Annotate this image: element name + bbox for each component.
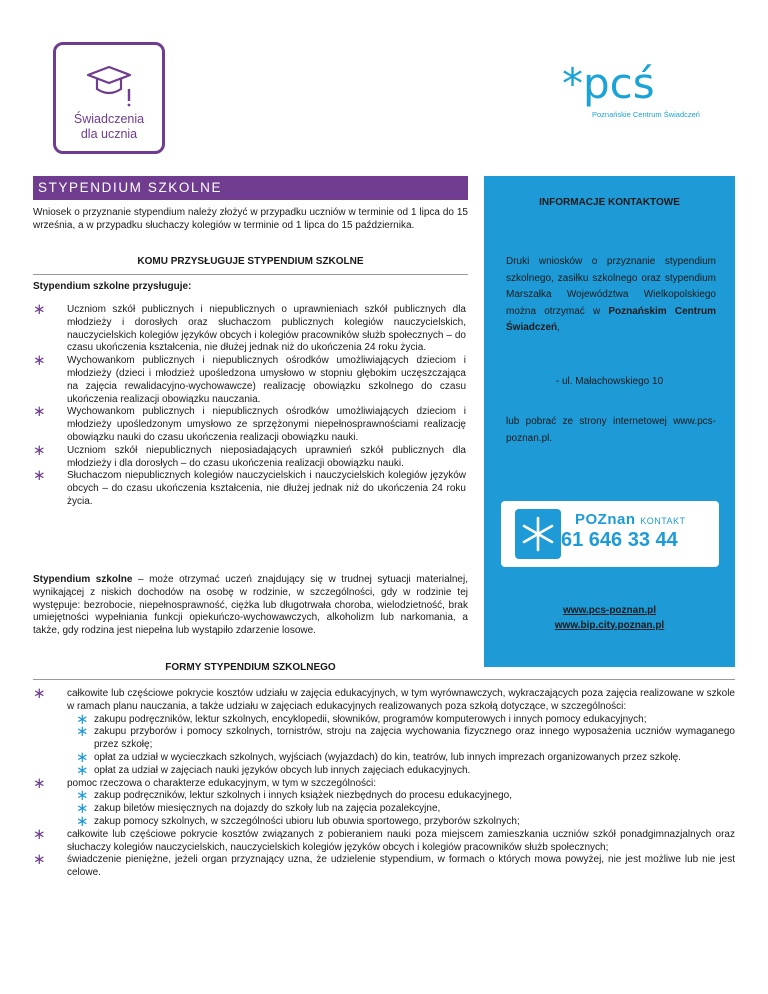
forms-list [33,688,735,880]
contact-address: - ul. Małachowskiego 10 [555,376,664,387]
kontakt-brand-text: POZnan [575,511,636,528]
section1-heading: KOMU PRZYSŁUGUJE STYPENDIUM SZKOLNE [137,256,364,267]
kontakt-phone-number: 61 646 33 44 [561,529,678,551]
contact-body-end: , [557,322,560,334]
divider [33,274,468,275]
list-item: ∗ Wychowankom publicznych i niepublicznych ośrodków umożliwiających dzieciom i młodzieży (dzieci i młodzież upośledzona umysłowo w stopniu głębokim uczęszczająca na zajęcia rewalidacyjno-wychowawcze) realizację obowiązku szkolnego do czasu ukończenia realizacji obowiązku nauczania. [33,355,466,406]
page-title: STYPENDIUM SZKOLNE [33,176,468,200]
contact-body [506,254,716,337]
contact-links [484,604,735,633]
list-item-text: całkowite lub częściowe pokrycie kosztów udziału w zajęcia edukacyjnych, w tym wyrównawczych, wykraczających poza zajęcia realizowane w szkole w ramach planu nauczania, a także udziału w zajęciach edukacyjnych realizowanych poza szkołą dotyczące, w szczególności: [67,688,735,712]
divider [33,679,735,680]
kontakt-brand [575,511,686,528]
graduation-cap-icon [84,61,134,107]
logo-text: *pcś [562,59,655,108]
kontakt-word: KONTAKT [640,516,686,526]
sub-list-item: ∗ zakup biletów miesięcznych na dojazdy do szkoły lub na zajęcia pozalekcyjne, [67,803,735,816]
section1-subheading: Stypendium szkolne przysługuje: [33,281,192,292]
link-bip[interactable]: www.bip.city.poznan.pl [554,619,665,631]
sub-list-item: ∗ zakupu podręczników, lektur szkolnych, encyklopedii, słowników, programów komputerowych i innych pomocy edukacyjnych; [67,714,735,727]
sub-list-item: ∗ zakupu przyborów i pomocy szkolnych, tornistrów, stroju na zajęcia wychowania fizycznego oraz innego wyposażenia uczniów wymaganego przez szkołę; [67,726,735,752]
list-item: ∗ Uczniom szkół publicznych i niepublicznych o uprawnieniach szkół publicznych dla młodzieży i dorosłych oraz słuchaczom publicznych kolegiów nauczycielskich, nauczycielskich kolegiów języków obcych i kolegiów pracowników służb społecznych – do czasu ukończenia kształcenia, nie dłużej jednak niż do ukończenia 24 roku życia. [33,304,466,355]
contact-body-bold: Poznańskim Centrum Świadczeń [506,305,716,334]
contact-download: lub pobrać ze strony internetowej www.pcs-poznan.pl. [506,416,716,444]
list-item: ∗ świadczenie pieniężne, jeżeli organ przyznający uzna, że udzielenie stypendium, w formach o których mowa powyżej, nie jest możliwe lub nie jest celowe. [33,854,735,880]
contact-body-text: Druki wniosków o przyznanie stypendium szkolnego, zasiłku szkolnego oraz stypendium Marszałka Województwa Wielkopolskiego można otrzymać w [506,256,716,317]
eligibility-list [33,304,466,509]
sub-list-item: ∗ zakup pomocy szkolnych, w szczególności ubioru lub obuwia sportowego, przyborów szkolnych; [67,816,735,829]
paragraph-bold-term: Stypendium szkolne [33,574,133,585]
list-item: ∗ Uczniom szkół niepublicznych nieposiadających uprawnień szkół publicznych dla młodzieży i dla dorosłych – do czasu ukończenia realizacji obowiązku nauki. [33,445,466,471]
logo-subtitle: Poznańskie Centrum Świadczeń [592,110,700,119]
list-item [33,778,735,829]
sub-list [67,790,735,828]
sub-list-item: ∗ opłat za udział w wycieczkach szkolnych, wyjściach (wyjazdach) do kin, teatrów, lub innych imprezach organizowanych przez szkołę. [67,752,735,765]
eligibility-paragraph [33,574,468,638]
sub-list [67,714,735,778]
snowflake-icon [515,509,561,559]
list-item [33,688,735,778]
list-item-text: pomoc rzeczowa o charakterze edukacyjnym, w tym w szczególności: [67,777,377,789]
icon-label-line1: Świadczenia [73,112,145,126]
list-item: ∗ Wychowankom publicznych i niepublicznych ośrodków umożliwiających dzieciom i młodzieży upośledzonym umysłowo ze sprzężonymi niepełnosprawnościami realizację obowiązku nauki do czasu ukończenia realizacji obowiązku nauki. [33,406,466,444]
sub-list-item: ∗ zakup podręczników, lektur szkolnych i innych książek niezbędnych do procesu edukacyjnego, [67,790,735,803]
list-item: ∗ Słuchaczom niepublicznych kolegiów nauczycielskich i nauczycielskich kolegiów języków obcych – do czasu ukończenia kształcenia, nie dłużej jednak niż do ukończenia 24 roku życia. [33,470,466,508]
intro-text: Wniosek o przyznanie stypendium należy złożyć w przypadku uczniów w terminie od 1 lipca do 15 września, a w przypadku słuchaczy kolegiów w terminie od 1 lipca do 15 października. [33,207,468,231]
contact-panel [484,176,735,667]
benefits-icon-box [53,42,165,154]
list-item: ∗ całkowite lub częściowe pokrycie kosztów związanych z pobieraniem nauki poza miejscem zamieszkania uczniów szkół ponadgimnazjalnych oraz słuchaczy kolegiów nauczycielskich, nauczycielskich kolegiów języków obcych i kolegiów pracowników służb społecznych; [33,829,735,855]
sub-list-item: ∗ opłat za udział w zajęciach nauki języków obcych lub innych zajęciach edukacyjnych. [67,765,735,778]
icon-label-line2: dla ucznia [80,127,138,141]
paragraph-body: – może otrzymać uczeń znajdujący się w trudnej sytuacji materialnej, wynikającej z niskich dochodów na osobę w rodzinie, w szczególności, gdy w rodzinie tej występuje: bezrobocie, niepełnosprawność, ciężka lub długotrwała choroba, wielodzietność, brak umiejętności wypełniania funkcji opiekuńczo-wychowawczych, alkoholizm lub narkomania, a także, gdy rodzina jest niepełna lub wystąpiło zdarzenie losowe. [33,574,468,637]
link-pcs[interactable]: www.pcs-poznan.pl [563,605,656,616]
section2-heading: FORMY STYPENDIUM SZKOLNEGO [165,662,336,673]
poznan-kontakt-banner [501,501,719,567]
contact-heading: INFORMACJE KONTAKTOWE [539,197,680,208]
